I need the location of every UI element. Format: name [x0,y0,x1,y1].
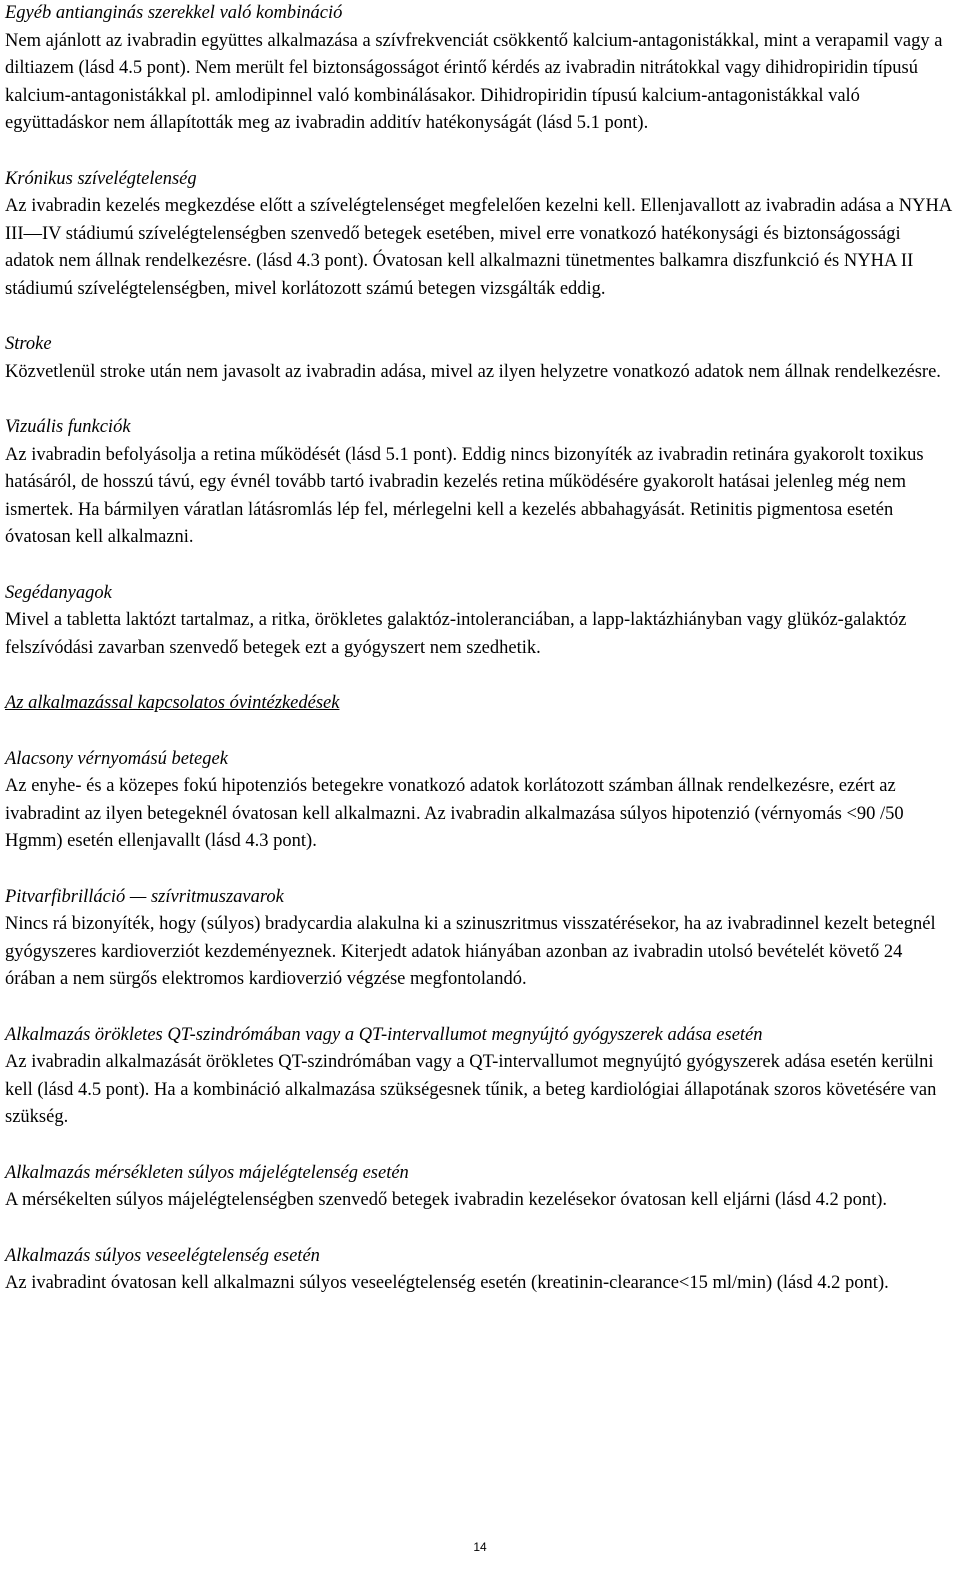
section-heading: Stroke [5,334,52,354]
section-body: Közvetlenül stroke után nem javasolt az ivabradin adása, mivel az ilyen helyzetre vonatkozó adatok nem állnak rendelkezésre. [5,361,941,382]
section-other-antianginal-combination [5,0,953,138]
section-body: Mivel a tabletta laktózt tartalmaz, a ritka, örökletes galaktóz-intoleranciában, a lapp-laktázhiányban vagy glükóz-galaktóz felszívódási zavarban szenvedő betegek ezt a gyógyszert nem szedhetik. [5,610,907,658]
section-body: Az ivabradin befolyásolja a retina működését (lásd 5.1 pont). Eddig nincs bizonyíték az ivabradin retinára gyakorolt toxikus hatásáról, de hosszú távú, egy évnél tovább tartó ivabradin kezelés retina működésére gyakorolt hatásai jelenleg még nem ismertek. Ha bármilyen váratlan látásromlás lép fel, mérlegelni kell a kezelés abbahagyását. Retinitis pigmentosa esetén óvatosan kell alkalmazni. [5,444,924,547]
section-body: Nincs rá bizonyíték, hogy (súlyos) bradycardia alakulna ki a szinuszritmus visszatérésekor, ha az ivabradinnel kezelt betegnél gyógyszeres kardioverziót kezdeményeznek. Kiterjedt adatok hiányában azonban az ivabradin utolsó bevételét követő 24 órában a nem sürgős elektromos kardioverzió végzése megfontolandó. [5,914,936,989]
section-heading: Segédanyagok [5,582,112,603]
section-heading: Alkalmazás súlyos veseelégtelenség esetén [5,1245,320,1266]
section-atrial-fibrillation [5,884,953,994]
section-body: Az ivabradin kezelés megkezdése előtt a szívelégtelenséget megfelelően kezelni kell. Ellenjavallott az ivabradin adása a NYHA III—IV stádiumú szívelégtelenségben szenvedő betegek esetében, mivel erre vonatkozó hatékonysági és biztonságossági adatok nem állnak rendelkezésre. (lásd 4.3 pont). Óvatosan kell alkalmazni tünetmentes balkamra diszfunkció és NYHA II stádiumú szívelégtelenségben, mivel korlátozott számú betegen vizsgálták eddig. [5,196,952,299]
document-page [5,0,953,1326]
page-number: 14 [473,1540,487,1554]
section-body: Nem ajánlott az ivabradin együttes alkalmazása a szívfrekvenciát csökkentő kalcium-antagonistákkal, mint a verapamil vagy a diltiazem (lásd 4.5 pont). Nem merült fel biztonságosságot érintő kérdés az ivabradin nitrátokkal vagy dihidropiridin típusú kalcium-antagonistákkal pl. amlodipinnel való kombinálásakor. Dihidropiridin típusú kalcium-antagonistákkal való együttadáskor nem állapították meg az ivabradin additív hatékonyságát (lásd 5.1 pont). [5,30,943,133]
section-stroke [5,331,953,386]
section-heading: Pitvarfibrilláció — szívritmuszavarok [5,886,284,907]
section-heading: Alacsony vérnyomású betegek [5,748,228,769]
section-heading: Vizuális funkciók [5,417,131,437]
section-heading: Az alkalmazással kapcsolatos óvintézkedések [5,693,340,713]
section-body: Az ivabradin alkalmazását örökletes QT-szindrómában vagy a QT-intervallumot megnyújtó gyógyszerek adása esetén kerülni kell (lásd 4.5 pont). Ha a kombináció alkalmazása szükségesnek tűnik, a beteg kardiológiai állapotának szoros követésére van szükség. [5,1052,937,1127]
section-heading: Alkalmazás örökletes QT-szindrómában vagy a QT-intervallumot megnyújtó gyógyszerek adása esetén [5,1024,763,1045]
section-excipients [5,580,953,663]
section-heading: Alkalmazás mérsékleten súlyos májelégtelenség esetén [5,1162,409,1183]
section-chronic-heart-failure [5,166,953,304]
section-body: Az ivabradint óvatosan kell alkalmazni súlyos veseelégtelenség esetén (kreatinin-clearance<15 ml/min) (lásd 4.2 pont). [5,1273,889,1293]
section-body: Az enyhe- és a közepes fokú hipotenziós betegekre vonatkozó adatok korlátozott számban állnak rendelkezésre, ezért az ivabradint az ilyen betegeknél óvatosan kell alkalmazni. Az ivabradin alkalmazása súlyos hipotenzió (vérnyomás <90 /50 Hgmm) esetén ellenjavallt (lásd 4.3 pont). [5,776,904,851]
section-heading: Egyéb antianginás szerekkel való kombináció [5,3,343,23]
section-visual-function [5,414,953,552]
section-renal-insufficiency [5,1243,953,1298]
section-precautions-for-use [5,690,953,718]
section-body: A mérsékelten súlyos májelégtelenségben szenvedő betegek ivabradin kezelésekor óvatosan kell eljárni (lásd 4.2 pont). [5,1190,888,1210]
section-hypotension [5,746,953,856]
section-heading: Krónikus szívelégtelenség [5,168,197,189]
section-qt-syndrome [5,1022,953,1132]
section-hepatic-insufficiency [5,1160,953,1215]
